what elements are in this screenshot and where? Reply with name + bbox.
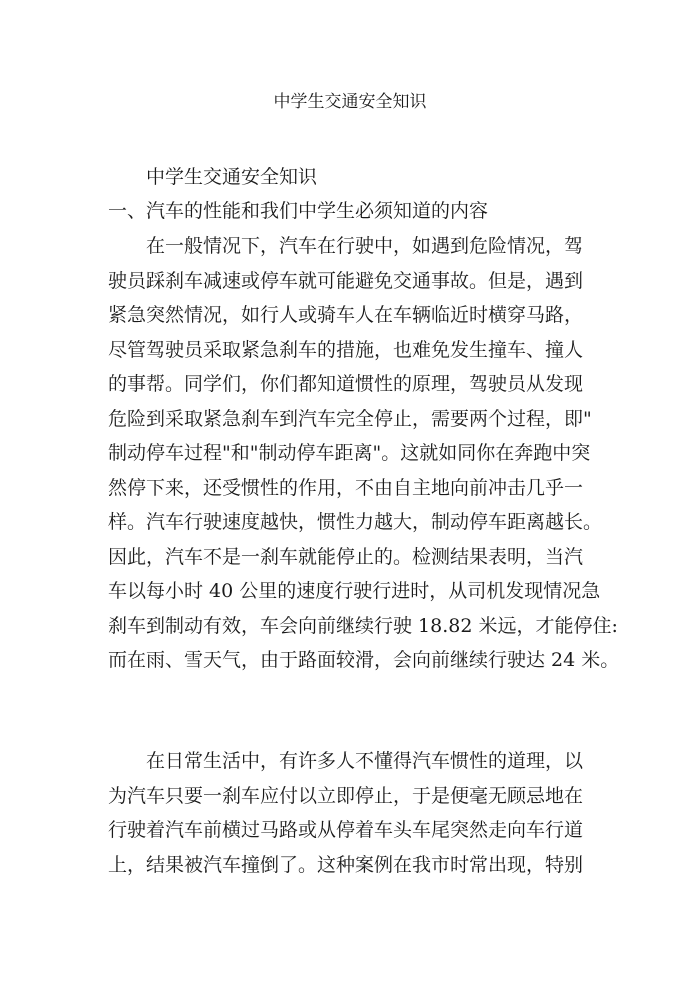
paragraph-line: 因此，汽车不是一刹车就能停止的。检测结果表明，当汽 bbox=[108, 545, 584, 568]
section-heading: 一、汽车的性能和我们中学生必须知道的内容 bbox=[108, 200, 489, 222]
paragraph-line: 在日常生活中，有许多人不懂得汽车惯性的道理，以 bbox=[146, 750, 584, 772]
paragraph-line: 样。汽车行驶速度越快，惯性力越大，制动停车距离越长。 bbox=[108, 511, 603, 533]
paragraph-line: 尽管驾驶员采取紧急刹车的措施，也难免发生撞车、撞人 bbox=[108, 338, 584, 361]
paragraph-line: 然停下来，还受惯性的作用，不由自主地向前冲击几乎一 bbox=[108, 476, 584, 499]
document-subtitle: 中学生交通安全知识 bbox=[146, 166, 318, 188]
paragraph-2 bbox=[108, 744, 584, 882]
paragraph-line: 行驶着汽车前横过马路或从停着车头车尾突然走向车行道 bbox=[108, 819, 584, 841]
paragraph-1 bbox=[108, 229, 620, 678]
paragraph-line: 制动停车过程"和"制动停车距离"。这就如同你在奔跑中突 bbox=[108, 442, 591, 464]
paragraph-line: 驶员踩刹车减速或停车就可能避免交通事故。但是，遇到 bbox=[108, 269, 584, 292]
paragraph-line: 的事帮。同学们，你们都知道惯性的原理，驾驶员从发现 bbox=[108, 373, 584, 395]
document-title: 中学生交通安全知识 bbox=[273, 92, 427, 112]
paragraph-line: 刹车到制动有效，车会向前继续行驶 18.82 米远，才能停住: bbox=[108, 614, 618, 637]
paragraph-line: 车以每小时 40 公里的速度行驶行进时，从司机发现情况急 bbox=[108, 580, 601, 602]
paragraph-line: 紧急突然情况，如行人或骑车人在车辆临近时横穿马路， bbox=[108, 304, 584, 326]
paragraph-line: 在一般情况下，汽车在行驶中，如遇到危险情况，驾 bbox=[146, 235, 584, 257]
paragraph-line: 而在雨、雪天气，由于路面较滑，会向前继续行驶达 24 米。 bbox=[108, 649, 620, 671]
paragraph-line: 危险到采取紧急刹车到汽车完全停止，需要两个过程，即" bbox=[108, 407, 592, 430]
paragraph-line: 上，结果被汽车撞倒了。这种案例在我市时常出现，特别 bbox=[108, 853, 584, 876]
paragraph-line: 为汽车只要一刹车应付以立即停止，于是便毫无顾忌地在 bbox=[108, 784, 584, 807]
